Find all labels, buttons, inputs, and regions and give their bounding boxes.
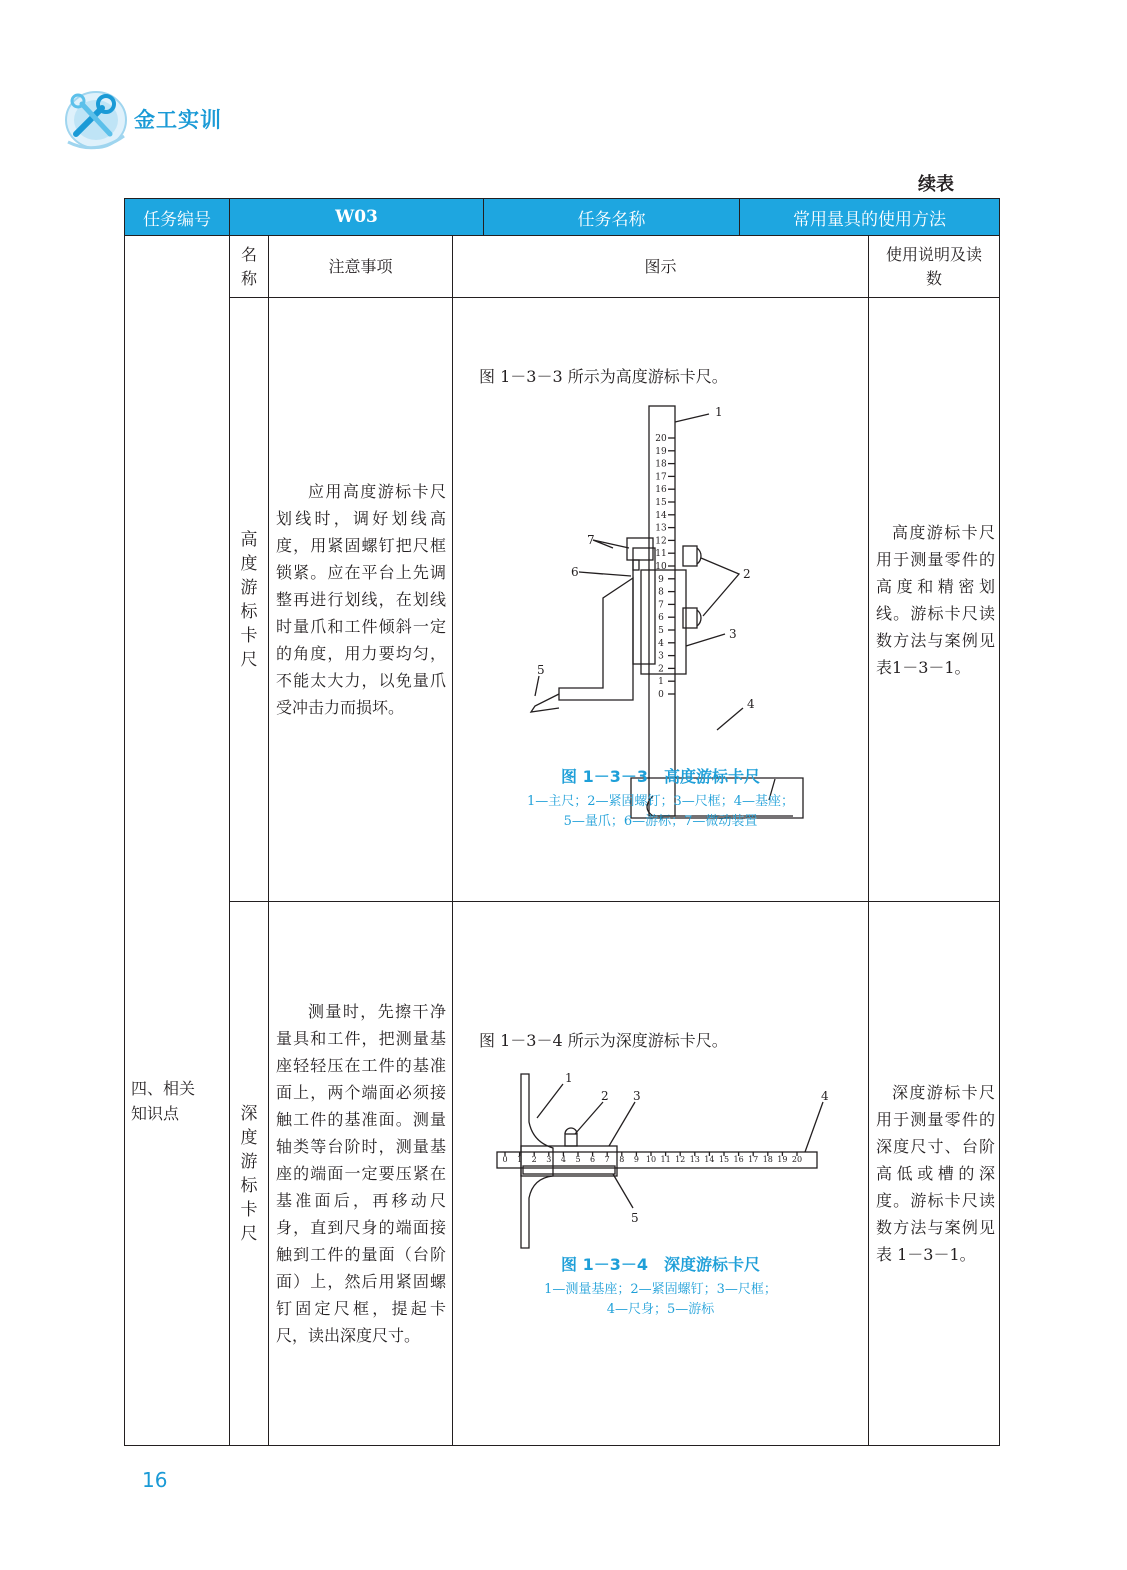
clamp-screw xyxy=(683,546,697,566)
scale-number: 15 xyxy=(655,498,667,508)
section-label: 四、相关知识点 xyxy=(125,236,230,1446)
part-label: 1 xyxy=(715,405,723,419)
figure-cell xyxy=(453,298,869,902)
scale-number: 2 xyxy=(658,664,664,675)
scale-number: 10 xyxy=(655,562,667,572)
scale-number: 11 xyxy=(655,549,667,560)
scale-number: 6 xyxy=(590,1155,596,1164)
part-label: 5 xyxy=(631,1211,639,1225)
part-label: 7 xyxy=(587,533,595,547)
scale-number: 17 xyxy=(748,1155,759,1164)
scale-number: 16 xyxy=(655,485,667,496)
figure-intro: 图 1－3－4 所示为深度游标卡尺。 xyxy=(479,1031,728,1050)
col-header-figure: 图示 xyxy=(453,236,869,298)
task-header-row xyxy=(125,199,1000,236)
scale-number: 8 xyxy=(619,1155,625,1164)
scale-number: 20 xyxy=(791,1155,803,1164)
task-name: 常用量具的使用方法 xyxy=(740,199,1000,236)
task-number-label: 任务编号 xyxy=(125,199,230,236)
scale-number: 12 xyxy=(655,536,667,547)
part-label: 5 xyxy=(537,663,545,677)
figure-cell xyxy=(453,902,869,1446)
table-row xyxy=(125,902,1000,1446)
task-table xyxy=(124,198,1000,1446)
part-label: 2 xyxy=(743,567,751,581)
scale-number: 13 xyxy=(655,523,667,534)
row-usage: 高度游标卡尺用于测量零件的高度和精密划线。游标卡尺读数方法与案例见表1－3－1。 xyxy=(869,298,1000,902)
scale-number: 5 xyxy=(658,626,664,636)
part-label: 6 xyxy=(571,565,579,579)
part-label: 1 xyxy=(565,1071,573,1085)
page-number: 16 xyxy=(142,1468,168,1492)
scale-number: 18 xyxy=(655,459,667,470)
figure-intro: 图 1－3－3 所示为高度游标卡尺。 xyxy=(479,367,728,386)
scale-number: 7 xyxy=(604,1155,610,1164)
continued-label: 续表 xyxy=(918,174,954,195)
scale-number: 15 xyxy=(718,1155,730,1164)
scale-number: 19 xyxy=(655,446,667,457)
scale-number: 0 xyxy=(658,690,664,700)
task-code: W03 xyxy=(230,199,484,236)
depth-gauge-figure xyxy=(453,1062,868,1262)
row-notes: 应用高度游标卡尺划线时，调好划线高度，用紧固螺钉把尺框锁紧。应在平台上先调整再进行划线，在划线时量爪和工件倾斜一定的角度，用力要均匀，不能太大力，以免量爪受冲击力而损坏。 xyxy=(269,298,453,902)
row-usage: 深度游标卡尺用于测量零件的深度尺寸、台阶高低或槽的深度。游标卡尺读数方法与案例见表 1－3－1。 xyxy=(869,902,1000,1446)
scale-number: 1 xyxy=(517,1155,523,1164)
scale-number: 17 xyxy=(655,472,667,483)
scale-number: 13 xyxy=(689,1155,700,1164)
scale-number: 3 xyxy=(546,1155,552,1164)
scale-number: 20 xyxy=(655,434,667,444)
figure-caption: 图 1－3－3 高度游标卡尺 xyxy=(561,767,760,786)
scale-number: 3 xyxy=(658,651,664,662)
column-header-row xyxy=(125,236,1000,298)
col-header-name: 名称 xyxy=(230,236,269,298)
scale-number: 18 xyxy=(762,1155,773,1164)
col-header-notes: 注意事项 xyxy=(269,236,453,298)
figure-caption: 图 1－3－4 深度游标卡尺 xyxy=(561,1255,760,1274)
scale-number: 12 xyxy=(675,1155,686,1164)
scale-number: 8 xyxy=(658,587,664,598)
part-label: 2 xyxy=(601,1089,609,1103)
scale-number: 0 xyxy=(502,1155,508,1164)
part-label: 3 xyxy=(633,1089,641,1103)
part-label: 3 xyxy=(729,627,737,641)
scale-number: 2 xyxy=(531,1155,537,1164)
table-row xyxy=(125,298,1000,902)
scale-number: 16 xyxy=(733,1155,744,1164)
row-name: 深度游标卡尺 xyxy=(230,902,269,1446)
scale-number: 4 xyxy=(560,1155,566,1164)
figure-legend: 1—测量基座；2—紧固螺钉；3—尺框； 4—尺身；5—游标 xyxy=(544,1282,777,1317)
scale-number: 5 xyxy=(575,1155,581,1164)
book-title: 金工实训 xyxy=(134,108,222,132)
scale-number: 1 xyxy=(658,677,664,688)
task-name-label: 任务名称 xyxy=(484,199,740,236)
col-header-usage: 使用说明及读数 xyxy=(869,236,1000,298)
scale-number: 14 xyxy=(655,510,667,521)
scale-number: 10 xyxy=(645,1155,657,1164)
book-logo-icon xyxy=(62,86,134,152)
scale-number: 7 xyxy=(658,600,664,611)
scale-number: 14 xyxy=(704,1155,715,1164)
clamp-screw xyxy=(683,608,697,628)
scale-number: 9 xyxy=(658,574,664,585)
scale-number: 19 xyxy=(777,1155,788,1164)
figure-legend: 1—主尺；2—紧固螺钉；3—尺框；4—基座； 5—量爪；6—游标；7—微动装置 xyxy=(526,794,795,829)
part-label: 4 xyxy=(821,1089,829,1103)
part-label: 4 xyxy=(747,697,755,711)
scale-number: 9 xyxy=(633,1155,639,1164)
clamp-screw xyxy=(565,1134,577,1146)
scale-number: 4 xyxy=(658,638,664,649)
scale-number: 6 xyxy=(658,613,664,624)
jaw-arm xyxy=(559,578,633,700)
row-name: 高度游标卡尺 xyxy=(230,298,269,902)
row-notes: 测量时，先擦干净量具和工件，把测量基座轻轻压在工件的基准面上，两个端面必须接触工件的基准面。测量轴类等台阶时，测量基座的端面一定要压紧在基准面后，再移动尺身，直到尺身的端面接触到工件的量面（台阶面）上，然后用紧固螺钉固定尺框，提起卡尺，读出深度尺寸。 xyxy=(269,902,453,1446)
measuring-jaw xyxy=(531,694,559,712)
scale-number: 11 xyxy=(660,1155,671,1164)
